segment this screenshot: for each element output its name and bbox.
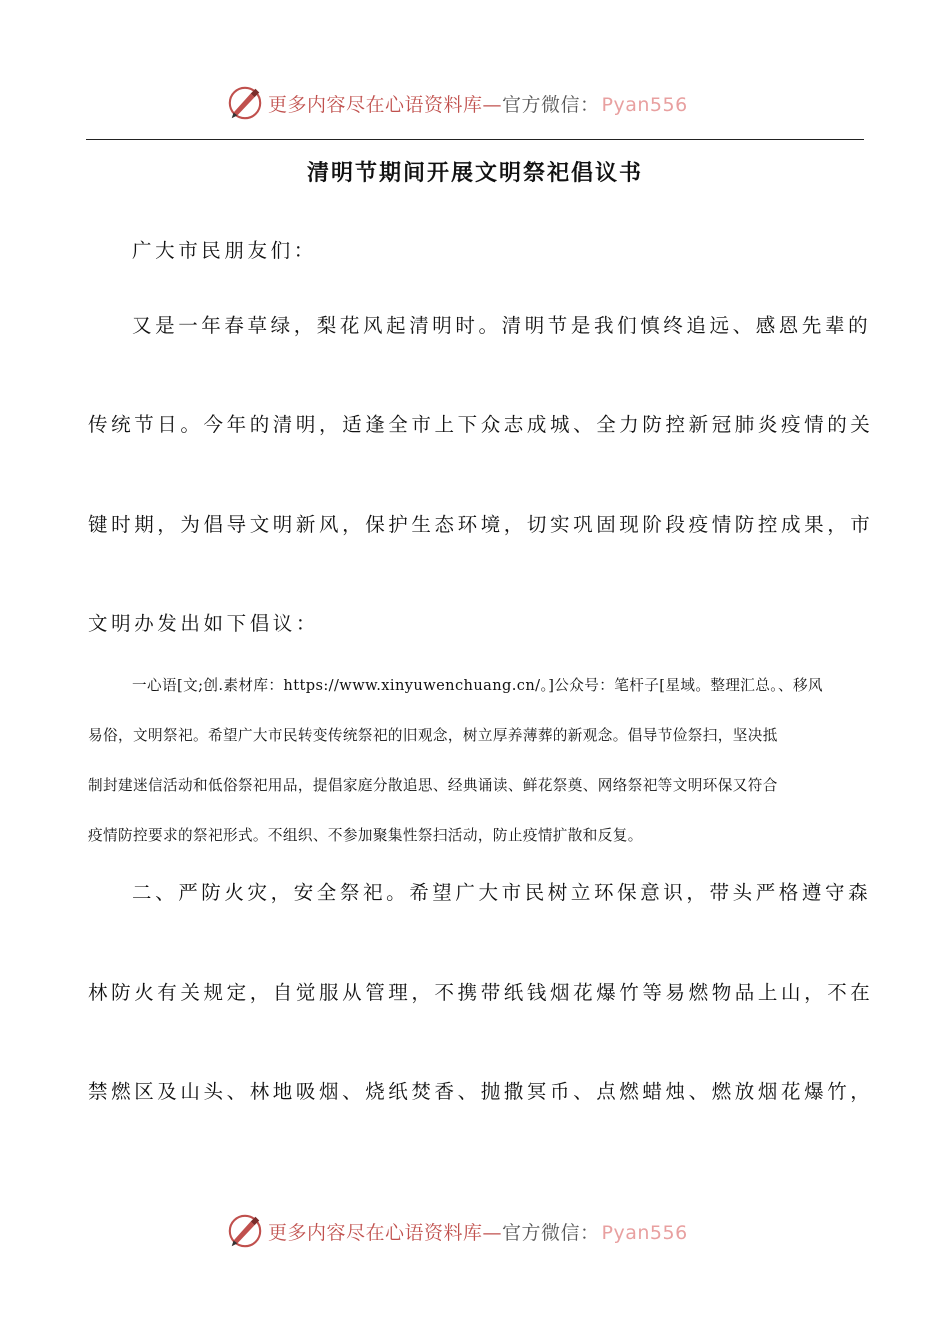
paragraph-line: 又是一年春草绿，梨花风起清明时。清明节是我们慎终追远、感恩先辈的 xyxy=(132,314,872,337)
banner-wechat-label: 官方微信： xyxy=(502,93,600,116)
pen-logo-icon xyxy=(226,84,264,122)
banner-slogan: 更多内容尽在心语资料库 xyxy=(268,1221,483,1244)
paragraph-line: 键时期，为倡导文明新风，保护生态环境，切实巩固现阶段疫情防控成果，市 xyxy=(88,513,874,536)
paragraph-line: 文明办发出如下倡议： xyxy=(88,612,320,635)
paragraph-line: 林防火有关规定，自觉服从管理，不携带纸钱烟花爆竹等易燃物品上山，不在 xyxy=(88,981,874,1004)
paragraph-line: 一心语[文;创.素材库：https://www.xinyuwenchuang.cn/。]公众号：笔杆子[星域。整理汇总。、移风 xyxy=(132,677,823,694)
paragraph-line: 制封建迷信活动和低俗祭祀用品，提倡家庭分散追思、经典诵读、鲜花祭奠、网络祭祀等文明环保又符合 xyxy=(88,777,778,794)
paragraph-line: 疫情防控要求的祭祀形式。不组织、不参加聚集性祭扫活动，防止疫情扩散和反复。 xyxy=(88,827,643,844)
paragraph-line: 易俗，文明祭祀。希望广大市民转变传统祭祀的旧观念，树立厚养薄葬的新观念。倡导节俭祭扫，坚决抵 xyxy=(88,727,778,744)
document-title: 清明节期间开展文明祭祀倡议书 xyxy=(306,161,643,186)
paragraph-line: 传统节日。今年的清明，适逢全市上下众志成城、全力防控新冠肺炎疫情的关 xyxy=(88,413,874,436)
pen-logo-icon xyxy=(226,1212,264,1250)
banner-slogan: 更多内容尽在心语资料库 xyxy=(268,93,483,116)
banner-wechat-id: Pyan556 xyxy=(601,93,688,116)
banner-dash: — xyxy=(482,1221,503,1244)
header-banner xyxy=(0,78,950,128)
banner-wechat-label: 官方微信： xyxy=(502,1221,600,1244)
banner-dash: — xyxy=(482,93,503,116)
paragraph-line: 二、严防火灾，安全祭祀。希望广大市民树立环保意识，带头严格遵守森 xyxy=(132,881,872,904)
paragraph-line: 禁燃区及山头、林地吸烟、烧纸焚香、抛撒冥币、点燃蜡烛、燃放烟花爆竹， xyxy=(88,1080,874,1103)
header-divider xyxy=(86,139,864,140)
banner-wechat-id: Pyan556 xyxy=(601,1221,688,1244)
greeting: 广大市民朋友们： xyxy=(132,239,317,262)
footer-banner xyxy=(0,1206,950,1256)
